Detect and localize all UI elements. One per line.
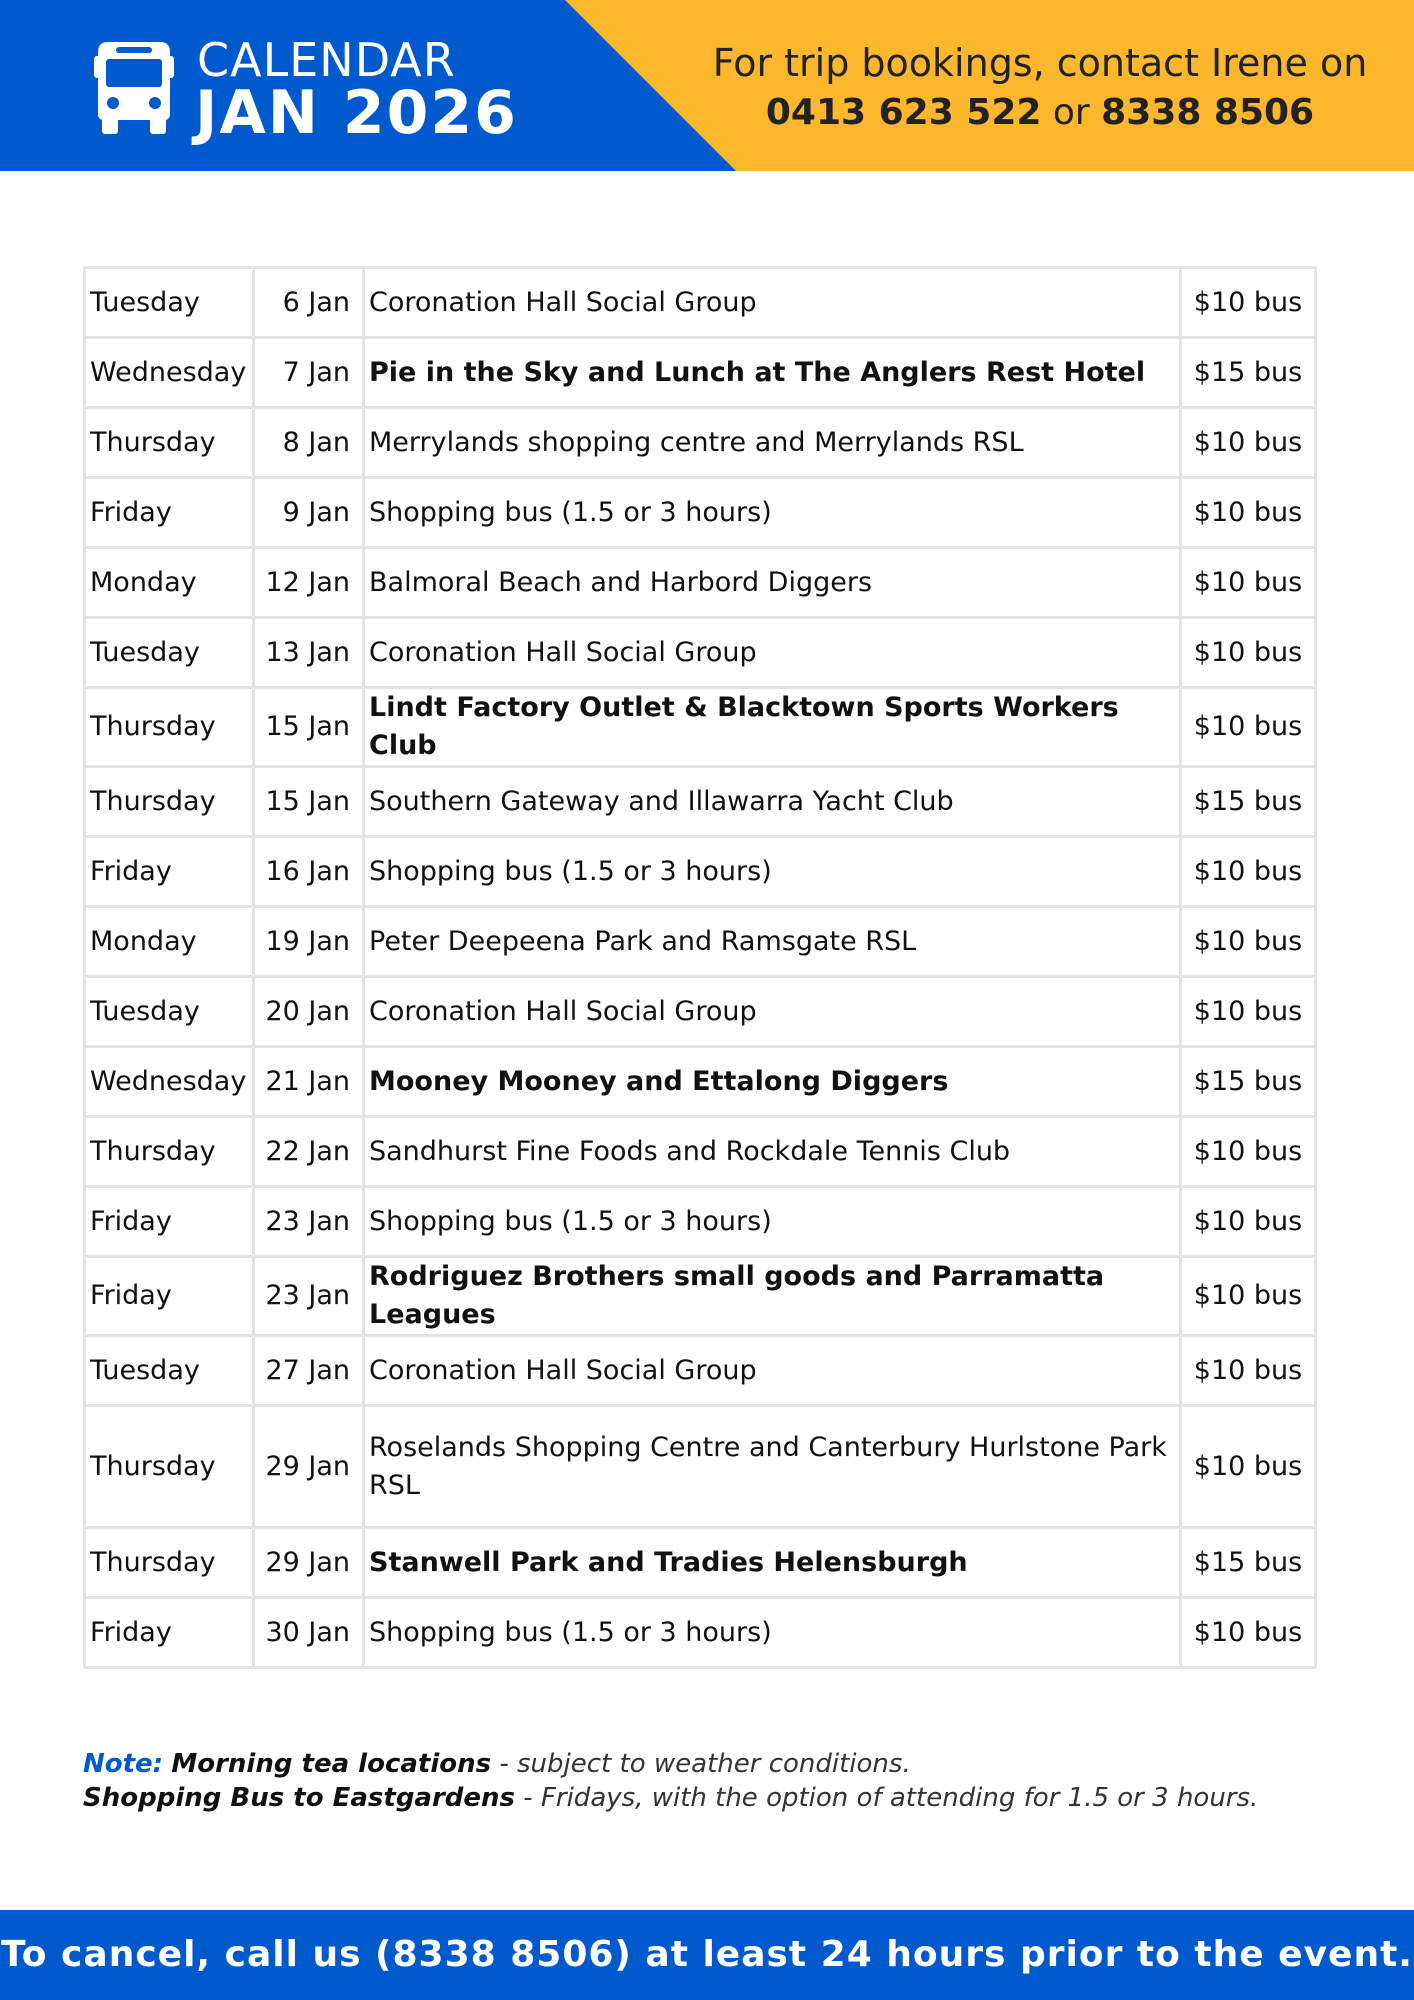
note-2-text: - Fridays, with the option of attending for 1.5 or 3 hours. <box>515 1783 1259 1813</box>
event-cell: Shopping bus (1.5 or 3 hours) <box>364 1187 1181 1257</box>
date-cell: 22 Jan <box>254 1117 364 1187</box>
event-cell: Lindt Factory Outlet & Blacktown Sports Workers Club <box>364 688 1181 767</box>
day-cell: Thursday <box>85 1528 254 1598</box>
contact-phones <box>690 88 1390 138</box>
date-cell: 6 Jan <box>254 268 364 338</box>
table-row <box>85 907 1316 977</box>
event-cell: Rodriguez Brothers small goods and Parramatta Leagues <box>364 1257 1181 1336</box>
note-1-text: - subject to weather conditions. <box>491 1749 911 1779</box>
table-row <box>85 478 1316 548</box>
table-row <box>85 338 1316 408</box>
day-cell: Thursday <box>85 408 254 478</box>
table-row <box>85 408 1316 478</box>
phone-landline: 8338 8506 <box>1101 92 1315 133</box>
date-cell: 13 Jan <box>254 618 364 688</box>
date-cell: 7 Jan <box>254 338 364 408</box>
event-cell: Coronation Hall Social Group <box>364 977 1181 1047</box>
price-cell: $10 bus <box>1181 1257 1316 1336</box>
date-cell: 27 Jan <box>254 1336 364 1406</box>
header-banner <box>0 0 1414 171</box>
price-cell: $10 bus <box>1181 837 1316 907</box>
event-cell: Merrylands shopping centre and Merrylands RSL <box>364 408 1181 478</box>
event-cell: Southern Gateway and Illawarra Yacht Club <box>364 767 1181 837</box>
day-cell: Tuesday <box>85 268 254 338</box>
price-cell: $10 bus <box>1181 1117 1316 1187</box>
notes <box>83 1747 1343 1815</box>
price-cell: $10 bus <box>1181 478 1316 548</box>
calendar-month: JAN 2026 <box>195 78 518 148</box>
table-row <box>85 1598 1316 1668</box>
cancel-notice: To cancel, call us (8338 8506) at least 24 hours prior to the event. <box>1 1934 1413 1975</box>
day-cell: Friday <box>85 478 254 548</box>
date-cell: 29 Jan <box>254 1406 364 1528</box>
event-cell: Pie in the Sky and Lunch at The Anglers Rest Hotel <box>364 338 1181 408</box>
event-cell: Shopping bus (1.5 or 3 hours) <box>364 1598 1181 1668</box>
table-row <box>85 837 1316 907</box>
event-cell: Sandhurst Fine Foods and Rockdale Tennis Club <box>364 1117 1181 1187</box>
day-cell: Friday <box>85 1598 254 1668</box>
date-cell: 23 Jan <box>254 1257 364 1336</box>
footer-banner <box>0 1910 1414 2000</box>
event-cell: Roselands Shopping Centre and Canterbury Hurlstone Park RSL <box>364 1406 1181 1528</box>
price-cell: $15 bus <box>1181 1047 1316 1117</box>
day-cell: Wednesday <box>85 338 254 408</box>
event-cell: Stanwell Park and Tradies Helensburgh <box>364 1528 1181 1598</box>
day-cell: Friday <box>85 1257 254 1336</box>
price-cell: $15 bus <box>1181 338 1316 408</box>
event-cell: Coronation Hall Social Group <box>364 268 1181 338</box>
price-cell: $10 bus <box>1181 907 1316 977</box>
day-cell: Tuesday <box>85 1336 254 1406</box>
table-row <box>85 977 1316 1047</box>
contact-line: For trip bookings, contact Irene on <box>712 41 1368 85</box>
event-cell: Shopping bus (1.5 or 3 hours) <box>364 837 1181 907</box>
note-2-bold: Shopping Bus to Eastgardens <box>83 1783 516 1813</box>
day-cell: Friday <box>85 1187 254 1257</box>
note-label: Note: <box>83 1749 164 1779</box>
contact-info <box>690 38 1390 138</box>
price-cell: $10 bus <box>1181 548 1316 618</box>
table-row <box>85 1336 1316 1406</box>
date-cell: 23 Jan <box>254 1187 364 1257</box>
day-cell: Thursday <box>85 1406 254 1528</box>
event-cell: Coronation Hall Social Group <box>364 1336 1181 1406</box>
table-row <box>85 1047 1316 1117</box>
price-cell: $10 bus <box>1181 1336 1316 1406</box>
price-cell: $15 bus <box>1181 1528 1316 1598</box>
day-cell: Thursday <box>85 767 254 837</box>
table-row <box>85 618 1316 688</box>
table-row <box>85 1187 1316 1257</box>
table-row <box>85 1406 1316 1528</box>
bus-icon <box>94 42 174 134</box>
event-cell: Balmoral Beach and Harbord Diggers <box>364 548 1181 618</box>
date-cell: 20 Jan <box>254 977 364 1047</box>
price-cell: $15 bus <box>1181 767 1316 837</box>
date-cell: 21 Jan <box>254 1047 364 1117</box>
price-cell: $10 bus <box>1181 1598 1316 1668</box>
date-cell: 15 Jan <box>254 688 364 767</box>
note-1-bold: Morning tea locations <box>171 1749 492 1779</box>
date-cell: 30 Jan <box>254 1598 364 1668</box>
price-cell: $10 bus <box>1181 618 1316 688</box>
price-cell: $10 bus <box>1181 688 1316 767</box>
or-word: or <box>1052 92 1090 133</box>
event-cell: Coronation Hall Social Group <box>364 618 1181 688</box>
day-cell: Thursday <box>85 1117 254 1187</box>
note-line-2 <box>83 1781 1343 1815</box>
price-cell: $10 bus <box>1181 268 1316 338</box>
phone-mobile: 0413 623 522 <box>765 92 1042 133</box>
calendar-label: CALENDAR <box>197 33 456 87</box>
table-row <box>85 1528 1316 1598</box>
table-row <box>85 1257 1316 1336</box>
note-line-1 <box>83 1747 1343 1781</box>
day-cell: Tuesday <box>85 618 254 688</box>
date-cell: 12 Jan <box>254 548 364 618</box>
day-cell: Wednesday <box>85 1047 254 1117</box>
price-cell: $10 bus <box>1181 408 1316 478</box>
date-cell: 19 Jan <box>254 907 364 977</box>
date-cell: 8 Jan <box>254 408 364 478</box>
table-row <box>85 1117 1316 1187</box>
date-cell: 9 Jan <box>254 478 364 548</box>
date-cell: 16 Jan <box>254 837 364 907</box>
table-row <box>85 688 1316 767</box>
table-row <box>85 548 1316 618</box>
price-cell: $10 bus <box>1181 1406 1316 1528</box>
event-cell: Shopping bus (1.5 or 3 hours) <box>364 478 1181 548</box>
schedule-table <box>83 266 1317 1669</box>
price-cell: $10 bus <box>1181 977 1316 1047</box>
event-cell: Peter Deepeena Park and Ramsgate RSL <box>364 907 1181 977</box>
day-cell: Thursday <box>85 688 254 767</box>
day-cell: Friday <box>85 837 254 907</box>
price-cell: $10 bus <box>1181 1187 1316 1257</box>
event-cell: Mooney Mooney and Ettalong Diggers <box>364 1047 1181 1117</box>
day-cell: Monday <box>85 548 254 618</box>
table-row <box>85 268 1316 338</box>
date-cell: 15 Jan <box>254 767 364 837</box>
day-cell: Tuesday <box>85 977 254 1047</box>
day-cell: Monday <box>85 907 254 977</box>
table-row <box>85 767 1316 837</box>
date-cell: 29 Jan <box>254 1528 364 1598</box>
